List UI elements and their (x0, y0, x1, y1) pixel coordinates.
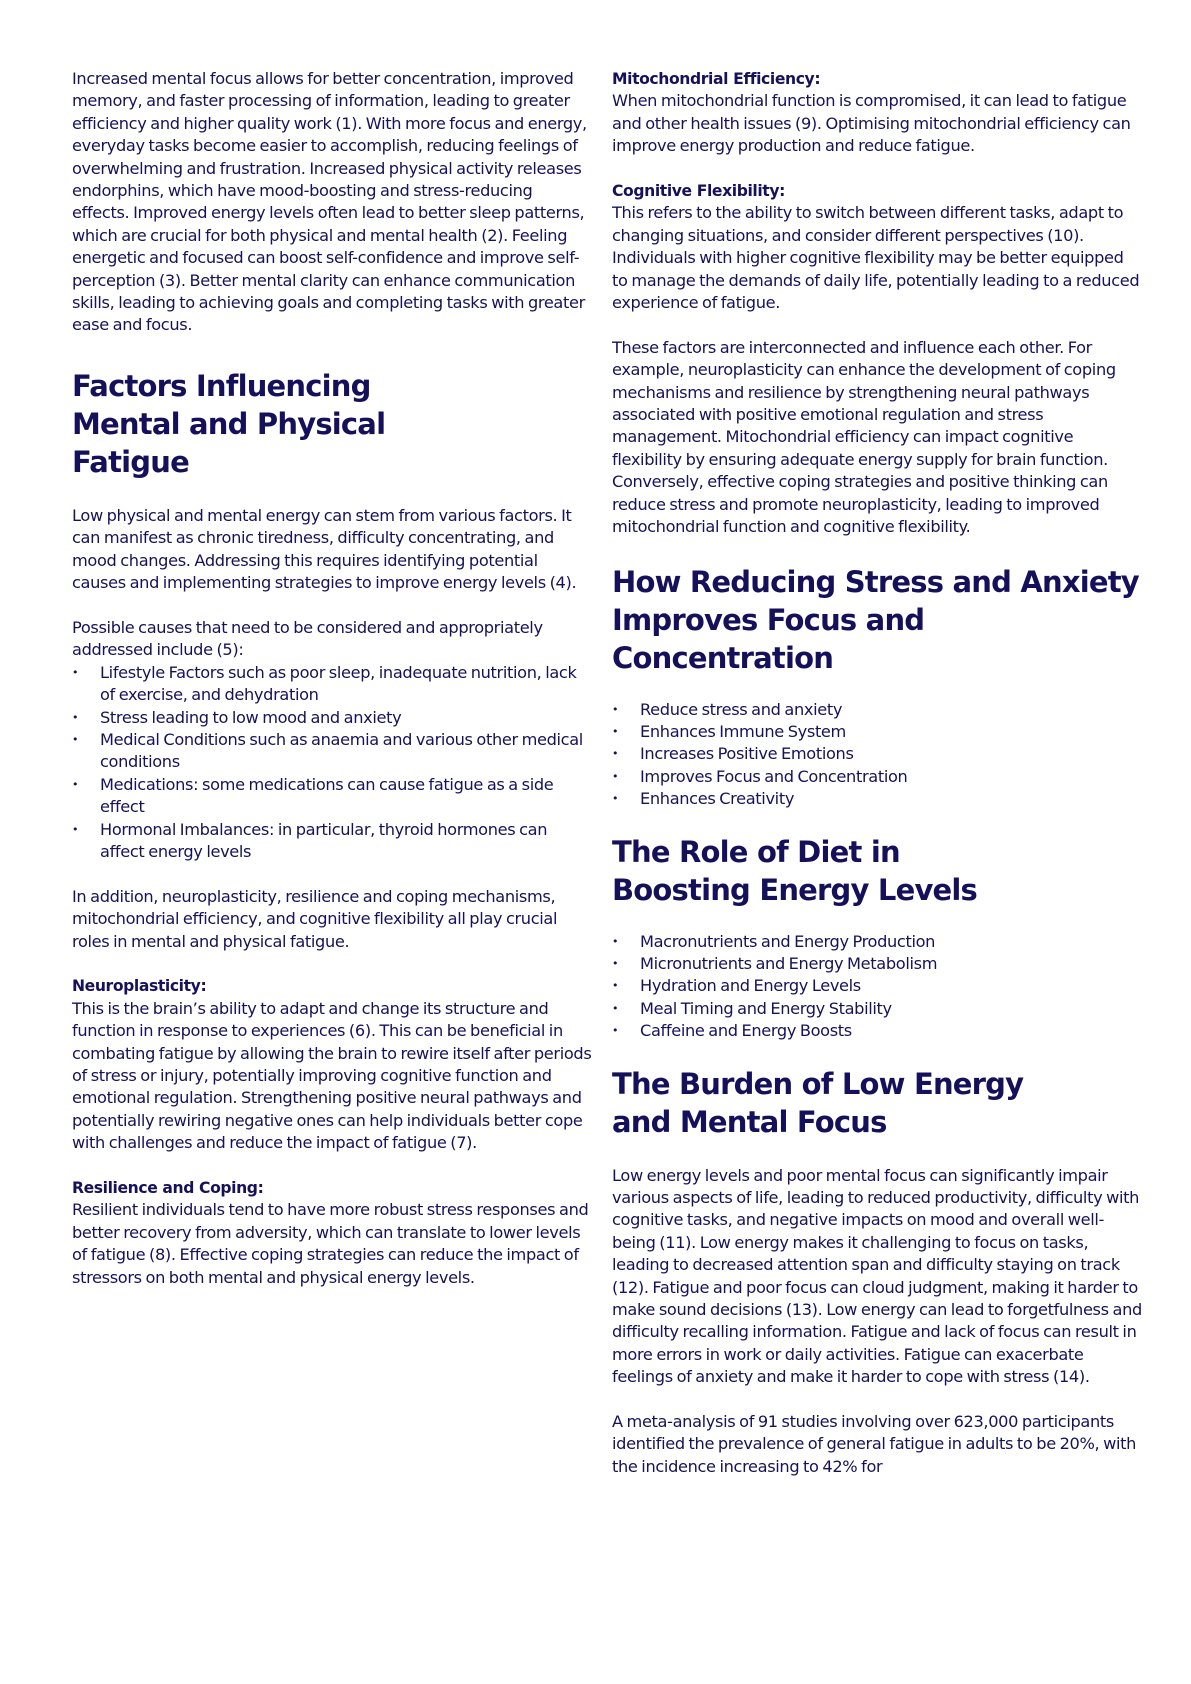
resilience-paragraph: Resilient individuals tend to have more robust stress responses and better recovery from adversity, which can translate to lower levels of fatigue (8). Effective coping strategies can reduce the impact of stressors on both mental and physical energy levels. (72, 1200, 589, 1287)
burden-heading: The Burden of Low Energy and Mental Focus (612, 1066, 1024, 1139)
resilience-subheading: Resilience and Coping: (72, 1179, 264, 1197)
factors-heading: Factors Influencing Mental and Physical Fatigue (72, 368, 386, 479)
mitochondrial-paragraph: When mitochondrial function is compromised, it can lead to fatigue and other health issues (9). Optimising mitochondrial efficiency can improve energy production and reduce fatigue. (612, 91, 1131, 156)
list-item: • Medications: some medications can cause fatigue as a side effect (72, 774, 592, 819)
cognitive-subheading: Cognitive Flexibility: (612, 182, 785, 201)
list-item: • Enhances Creativity (612, 788, 1142, 810)
meta-analysis-paragraph: A meta-analysis of 91 studies involving over 623,000 participants identified the prevalence of general fatigue in adults to be 20%, with the incidence increasing to 42% for (612, 1412, 1137, 1476)
list-item: • Lifestyle Factors such as poor sleep, inadequate nutrition, lack of exercise, and dehydration (72, 662, 592, 707)
causes-intro: Possible causes that need to be considered and appropriately addressed include (5): (72, 617, 543, 660)
list-item: • Hydration and Energy Levels (612, 975, 1142, 997)
list-item: • Increases Positive Emotions (612, 743, 1142, 765)
stress-list (612, 699, 1142, 811)
left-column (72, 68, 592, 1289)
list-item: • Meal Timing and Energy Stability (612, 998, 1142, 1020)
list-item: • Medical Conditions such as anaemia and various other medical conditions (72, 729, 592, 774)
diet-heading: The Role of Diet in Boosting Energy Levels (612, 834, 978, 907)
list-item: • Caffeine and Energy Boosts (612, 1020, 1142, 1042)
list-item: • Reduce stress and anxiety (612, 699, 1142, 721)
list-item: • Enhances Immune System (612, 721, 1142, 743)
list-item: • Improves Focus and Concentration (612, 766, 1142, 788)
stress-heading: How Reducing Stress and Anxiety Improves Focus and Concentration (612, 564, 1139, 675)
intro-paragraph: Increased mental focus allows for better concentration, improved memory, and faster processing of information, leading to greater efficiency and higher quality work (1). With more focus and energy, everyday tasks become easier to accomplish, reducing feelings of overwhelming and frustration. Increased physical activity releases endorphins, which have mood-boosting and stress-reducing effects. Improved energy levels often lead to better sleep patterns, which are crucial for both physical and mental health (2). Feeling energetic and focused can boost self-confidence and improve self-perception (3). Better mental clarity can enhance communication skills, leading to achieving goals and completing tasks with greater ease and focus. (72, 69, 587, 335)
burden-paragraph: Low energy levels and poor mental focus can significantly impair various aspects of life, leading to reduced productivity, difficulty with cognitive tasks, and negative impacts on mood and overall well-being (11). Low energy makes it challenging to focus on tasks, leading to decreased attention span and difficulty staying on track (12). Fatigue and poor focus can cloud judgment, making it harder to make sound decisions (13). Low energy can lead to forgetfulness and difficulty recalling information. Fatigue and lack of focus can result in more errors in work or daily activities. Fatigue can exacerbate feelings of anxiety and make it harder to cope with stress (14). (612, 1165, 1142, 1387)
list-item: • Micronutrients and Energy Metabolism (612, 953, 1142, 975)
list-item: • Macronutrients and Energy Production (612, 931, 1142, 953)
right-column (612, 68, 1142, 1478)
diet-list (612, 931, 1142, 1043)
list-item: • Stress leading to low mood and anxiety (72, 707, 592, 729)
causes-list (72, 662, 592, 864)
interconnect-paragraph: These factors are interconnected and influence each other. For example, neuroplasticity can enhance the development of coping mechanisms and resilience by strengthening neural pathways associated with positive emotional regulation and stress management. Mitochondrial efficiency can impact cognitive flexibility by ensuring adequate energy supply for brain function. Conversely, effective coping strategies and positive thinking can reduce stress and promote neuroplasticity, leading to improved mitochondrial function and cognitive flexibility. (612, 337, 1116, 537)
addition-paragraph: In addition, neuroplasticity, resilience and coping mechanisms, mitochondrial efficiency, and cognitive flexibility all play crucial roles in mental and physical fatigue. (72, 886, 558, 951)
factors-paragraph: Low physical and mental energy can stem from various factors. It can manifest as chronic tiredness, difficulty concentrating, and mood changes. Addressing this requires identifying potential causes and implementing strategies to improve energy levels (4). (72, 505, 577, 593)
mitochondrial-subheading: Mitochondrial Efficiency: (612, 70, 821, 88)
neuroplasticity-paragraph: This is the brain’s ability to adapt and change its structure and function in response to experiences (6). This can be beneficial in combating fatigue by allowing the brain to rewire itself after periods of stress or injury, potentially improving cognitive function and emotional regulation. Strengthening positive neural pathways and potentially rewiring negative ones can help individuals better cope with challenges and reduce the impact of fatigue (7). (72, 998, 592, 1153)
neuroplasticity-subheading: Neuroplasticity: (72, 977, 207, 996)
list-item: • Hormonal Imbalances: in particular, thyroid hormones can affect energy levels (72, 819, 592, 864)
cognitive-paragraph: This refers to the ability to switch between different tasks, adapt to changing situations, and consider different perspectives (10). Individuals with higher cognitive flexibility may be better equipped to manage the demands of daily life, potentially leading to a reduced experience of fatigue. (612, 203, 1140, 313)
